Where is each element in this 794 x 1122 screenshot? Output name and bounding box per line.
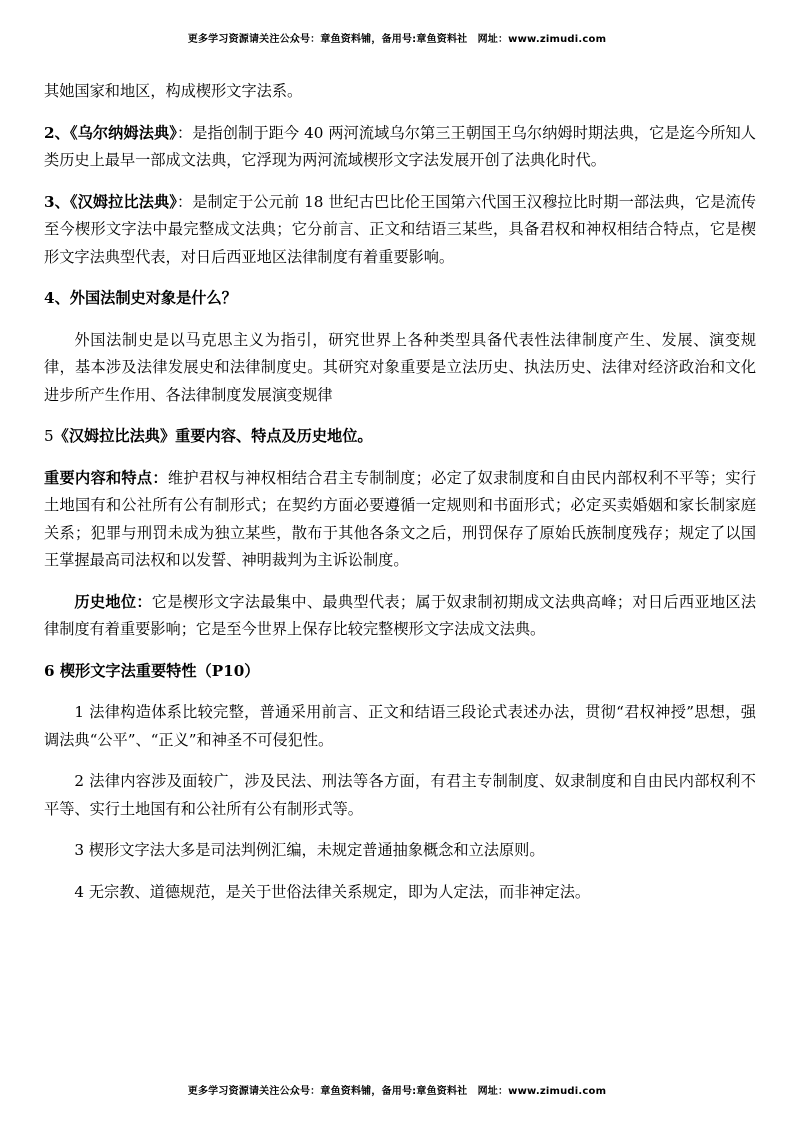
question-6: 6 楔形文字法重要特性（P10）: [44, 661, 260, 680]
page-footer: 更多学习资源请关注公众号：章鱼资料铺，备用号:章鱼资料社 网址：www.zimudi.com: [187, 1086, 607, 1097]
answer-5-status: [44, 589, 756, 644]
answer-5-content: [44, 465, 756, 575]
text-hammurabi: ：是制定于公元前 18 世纪古巴比伦王国第六代国王汉穆拉比时期一部法典，它是流传至今楔形文字法中最完整成文法典；它分前言、正文和结语三某些，具备君权和神权相结合特点，它是楔形文字法典型代表，对日后西亚地区法律制度有着重要影响。: [44, 192, 756, 266]
text-content-features: 维护君权与神权相结合君主专制制度；必定了奴隶制度和自由民内部权利不平等；实行土地国有和公社所有公有制形式；在契约方面必要遵循一定规则和书面形式；必定买卖婚姻和家长制家庭关系；犯罪与刑罚未成为独立某些，散布于其他各条文之后，刑罚保存了原始氏族制度残存；规定了以国王掌握最高司法权和以发誓、神明裁判为主诉讼制度。: [44, 468, 757, 569]
page-header: 更多学习资源请关注公众号：章鱼资料铺，备用号:章鱼资料社 网址：www.zimudi.com: [187, 34, 607, 45]
answer-4: 外国法制史是以马克思主义为指引，研究世界上各种类型具备代表性法律制度产生、发展、演变规律，基本涉及法律发展史和法律制度史。其研究对象重要是立法历史、执法历史、法律对经济政治和文化进步所产生作用、各法律制度发展演变规律: [44, 330, 756, 404]
answer-6-item-2: 2 法律内容涉及面较广，涉及民法、刑法等各方面，有君主专制制度、奴隶制度和自由民内部权利不平等、实行土地国有和公社所有公有制形式等。: [44, 772, 756, 818]
paragraph-ur-nammu: [44, 120, 756, 175]
term-ur-nammu: 2、《乌尔纳姆法典》: [44, 123, 177, 142]
answer-6-item-4: 4 无宗教、道德规范，是关于世俗法律关系规定，即为人定法，而非神定法。: [74, 882, 591, 901]
question-4: 4、外国法制史对象是什么？: [44, 289, 237, 307]
question-5-text: 《汉姆拉比法典》重要内容、特点及历史地位。: [53, 427, 373, 445]
answer-6-item-1: 1 法律构造体系比较完整，普通采用前言、正文和结语三段论式表述办法，贯彻“君权神授”思想，强调法典“公平”、“正义”和神圣不可侵犯性。: [44, 703, 756, 749]
answer-6-item-3: 3 楔形文字法大多是司法判例汇编，未规定普通抽象概念和立法原则。: [74, 841, 545, 859]
text-ur-nammu: ：是指创制于距今 40 两河流域乌尔第三王朝国王乌尔纳姆时期法典，它是迄今所知人类历史上最早一部成文法典，它浮现为两河流域楔形文字法发展开创了法典化时代。: [44, 123, 756, 169]
text-historical-status: 它是楔形文字法最集中、最典型代表；属于奴隶制初期成文法典高峰；对日后西亚地区法律制度有着重要影响；它是至今世界上保存比较完整楔形文字法成文法典。: [44, 592, 757, 638]
document-body: [44, 78, 756, 920]
term-hammurabi: 3、《汉姆拉比法典》: [44, 192, 177, 211]
paragraph-continuation: 其她国家和地区，构成楔形文字法系。: [44, 82, 303, 100]
label-content-features: 重要内容和特点：: [44, 468, 168, 487]
paragraph-hammurabi: [44, 189, 756, 272]
question-5: [44, 423, 756, 451]
question-5-number: 5: [44, 427, 54, 445]
label-historical-status: 历史地位：: [74, 592, 152, 611]
